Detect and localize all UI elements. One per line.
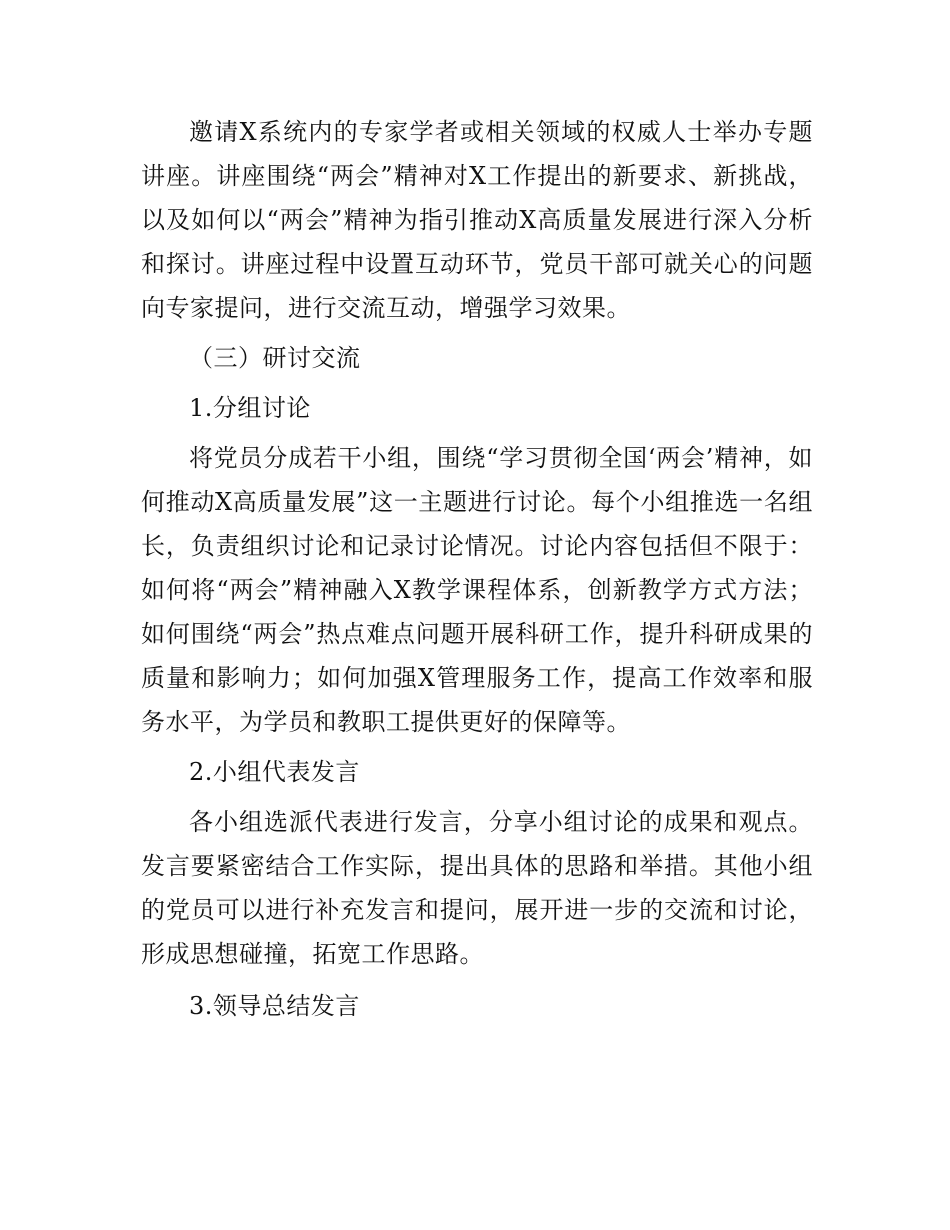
section-heading: （三）研讨交流 [189, 344, 361, 372]
intro-paragraph: 邀请X系统内的专家学者或相关领域的权威人士举办专题讲座。讲座围绕“两会”精神对X工作提出的新要求、新挑战，以及如何以“两会”精神为指引推动X高质量发展进行深入分析和探讨。讲座过程中设置互动环节，党员干部可就关心的问题向专家提问，进行交流互动，增强学习效果。 [141, 118, 813, 322]
item-heading-3: 3.领导总结发言 [189, 992, 360, 1020]
item-heading-1: 1.分组讨论 [189, 394, 311, 422]
document-body [141, 110, 813, 1028]
item-body-2: 各小组选派代表进行发言，分享小组讨论的成果和观点。发言要紧密结合工作实际，提出具体的思路和举措。其他小组的党员可以进行补充发言和提问，展开进一步的交流和讨论，形成思想碰撞，拓宽工作思路。 [141, 808, 813, 968]
item-body-1: 将党员分成若干小组，围绕“学习贯彻全国‘两会’精神，如何推动X高质量发展”这一主题进行讨论。每个小组推选一名组长，负责组织讨论和记录讨论情况。讨论内容包括但不限于：如何将“两会”精神融入X教学课程体系，创新教学方式方法；如何围绕“两会”热点难点问题开展科研工作，提升科研成果的质量和影响力；如何加强X管理服务工作，提高工作效率和服务水平，为学员和教职工提供更好的保障等。 [141, 444, 813, 736]
spacer [141, 976, 813, 984]
item-heading-2: 2.小组代表发言 [189, 758, 360, 786]
